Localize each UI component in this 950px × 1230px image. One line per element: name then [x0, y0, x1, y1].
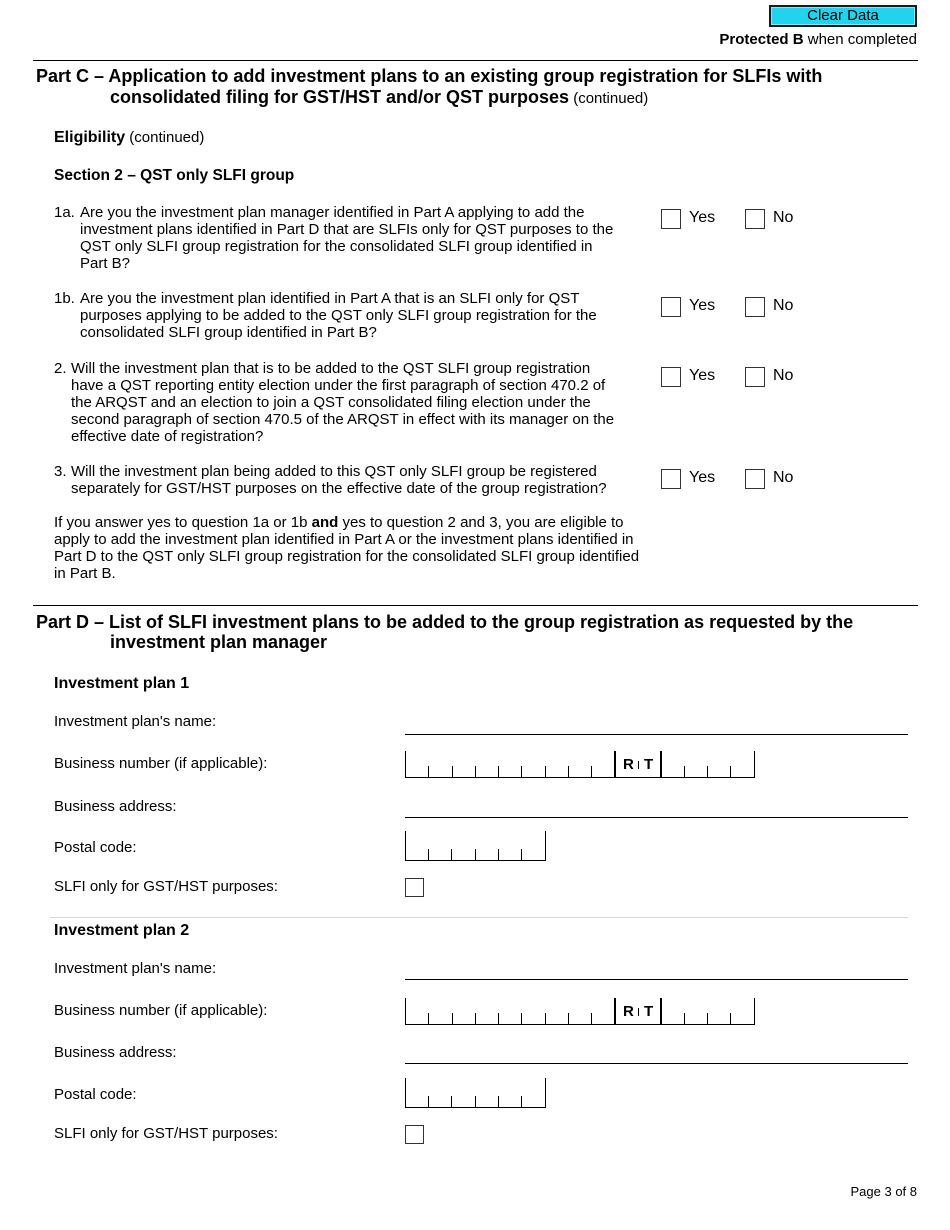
- plan1-postal-code-field[interactable]: [405, 832, 546, 861]
- q1a-no-label: No: [773, 209, 794, 226]
- plan2-postal-code-field[interactable]: [405, 1079, 546, 1108]
- plan2-bn-label: Business number (if applicable):: [54, 1002, 268, 1019]
- bn-letter-t: T: [644, 1003, 654, 1020]
- conclusion-line: Part D to the QST only SLFI group registration for the consolidated SLFI group identified: [54, 548, 640, 565]
- q1b-no-checkbox[interactable]: [745, 297, 765, 317]
- part-c-continued: (continued): [569, 90, 649, 107]
- eligibility-heading: [54, 129, 204, 147]
- question-line: investment plans identified in Part D that are SLFIs only for QST purposes to the: [80, 221, 614, 238]
- plan1-address-label: Business address:: [54, 798, 177, 815]
- protected-b-notice: [719, 31, 917, 48]
- question-line: Will the investment plan that is to be added to the QST SLFI group registration: [71, 360, 591, 377]
- part-d-title-line1: Part D – List of SLFI investment plans to be added to the group registration as requested by the: [36, 612, 854, 632]
- question-number: 1a.: [54, 204, 75, 221]
- protected-suffix: when completed: [803, 31, 917, 48]
- investment-plan-1-heading: Investment plan 1: [54, 675, 190, 692]
- plan1-slfi-label: SLFI only for GST/HST purposes:: [54, 878, 278, 895]
- protected-label: Protected B: [719, 31, 804, 48]
- q2-yes-label: Yes: [689, 367, 716, 384]
- investment-plan-2-heading: Investment plan 2: [54, 922, 190, 939]
- conclusion-line: [54, 514, 669, 531]
- q3-yes-checkbox[interactable]: [661, 469, 681, 489]
- question-line: effective date of registration?: [71, 428, 264, 445]
- bn-letter-r: R: [623, 756, 634, 773]
- plan2-address-label: Business address:: [54, 1044, 177, 1061]
- divider-plans: [50, 917, 908, 918]
- eligibility-label: Eligibility: [54, 129, 126, 146]
- conclusion-line: in Part B.: [54, 565, 116, 582]
- q3-no-checkbox[interactable]: [745, 469, 765, 489]
- divider-part-d: [33, 605, 918, 606]
- q1b-no-label: No: [773, 297, 794, 314]
- plan1-slfi-checkbox[interactable]: [405, 878, 424, 897]
- question-line: Are you the investment plan identified in Part A that is an SLFI only for QST: [80, 290, 580, 307]
- section-2-heading: Section 2 – QST only SLFI group: [54, 167, 295, 184]
- question-line: purposes applying to be added to the QST only SLFI group registration for the: [80, 307, 597, 324]
- plan1-business-number-field[interactable]: [405, 752, 755, 778]
- divider-top: [33, 60, 918, 61]
- plan1-postal-label: Postal code:: [54, 839, 137, 856]
- plan1-bn-label: Business number (if applicable):: [54, 755, 268, 772]
- plan1-name-field[interactable]: [405, 734, 908, 735]
- part-c-title-line1: Part C – Application to add investment plans to an existing group registration for SLFIs with: [36, 66, 823, 86]
- conclusion-text: yes to question 2 and 3, you are eligible to: [338, 514, 624, 531]
- plan2-slfi-checkbox[interactable]: [405, 1125, 424, 1144]
- q1a-yes-label: Yes: [689, 209, 716, 226]
- q3-yes-label: Yes: [689, 469, 716, 486]
- question-line: Part B?: [80, 255, 131, 272]
- q1b-yes-label: Yes: [689, 297, 716, 314]
- q2-no-checkbox[interactable]: [745, 367, 765, 387]
- question-line: have a QST reporting entity election under the first paragraph of section 470.2 of: [71, 377, 606, 394]
- q2-yes-checkbox[interactable]: [661, 367, 681, 387]
- plan2-slfi-label: SLFI only for GST/HST purposes:: [54, 1125, 278, 1142]
- part-c-title-text: consolidated filing for GST/HST and/or QST purposes: [110, 87, 570, 107]
- question-number: 2.: [54, 360, 67, 377]
- conclusion-text: If you answer yes to question 1a or 1b: [54, 514, 312, 531]
- question-line: QST only SLFI group registration for the consolidated SLFI group identified in: [80, 238, 593, 255]
- question-number: 1b.: [54, 290, 75, 307]
- plan2-address-field[interactable]: [405, 1063, 908, 1064]
- q1a-no-checkbox[interactable]: [745, 209, 765, 229]
- plan2-business-number-field[interactable]: [405, 999, 755, 1025]
- part-c-title-line2: [110, 87, 648, 109]
- q3-no-label: No: [773, 469, 794, 486]
- eligibility-conclusion: [54, 514, 669, 582]
- clear-data-button[interactable]: Clear Data: [769, 5, 917, 27]
- q1a-yes-checkbox[interactable]: [661, 209, 681, 229]
- question-line: the ARQST and an election to join a QST consolidated filing election under the: [71, 394, 591, 411]
- question-line: Will the investment plan being added to this QST only SLFI group be registered: [71, 463, 597, 480]
- conclusion-line: apply to add the investment plan identified in Part A or the investment plans identified in: [54, 531, 634, 548]
- plan1-name-label: Investment plan's name:: [54, 713, 217, 730]
- question-line: separately for GST/HST purposes on the effective date of the group registration?: [71, 480, 607, 497]
- eligibility-continued: (continued): [125, 129, 205, 146]
- question-line: second paragraph of section 470.5 of the ARQST in effect with its manager on the: [71, 411, 615, 428]
- part-d-title-line2: investment plan manager: [110, 632, 328, 652]
- bn-letter-r: R: [623, 1003, 634, 1020]
- bn-letter-t: T: [644, 756, 654, 773]
- q2-no-label: No: [773, 367, 794, 384]
- page-number: Page 3 of 8: [850, 1184, 917, 1199]
- plan2-name-label: Investment plan's name:: [54, 960, 217, 977]
- conclusion-and: and: [311, 514, 339, 531]
- plan1-address-field[interactable]: [405, 817, 908, 818]
- question-line: consolidated SLFI group identified in Part B?: [80, 324, 377, 341]
- question-line: Are you the investment plan manager identified in Part A applying to add the: [80, 204, 585, 221]
- plan2-name-field[interactable]: [405, 979, 908, 980]
- question-number: 3.: [54, 463, 67, 480]
- q1b-yes-checkbox[interactable]: [661, 297, 681, 317]
- plan2-postal-label: Postal code:: [54, 1086, 137, 1103]
